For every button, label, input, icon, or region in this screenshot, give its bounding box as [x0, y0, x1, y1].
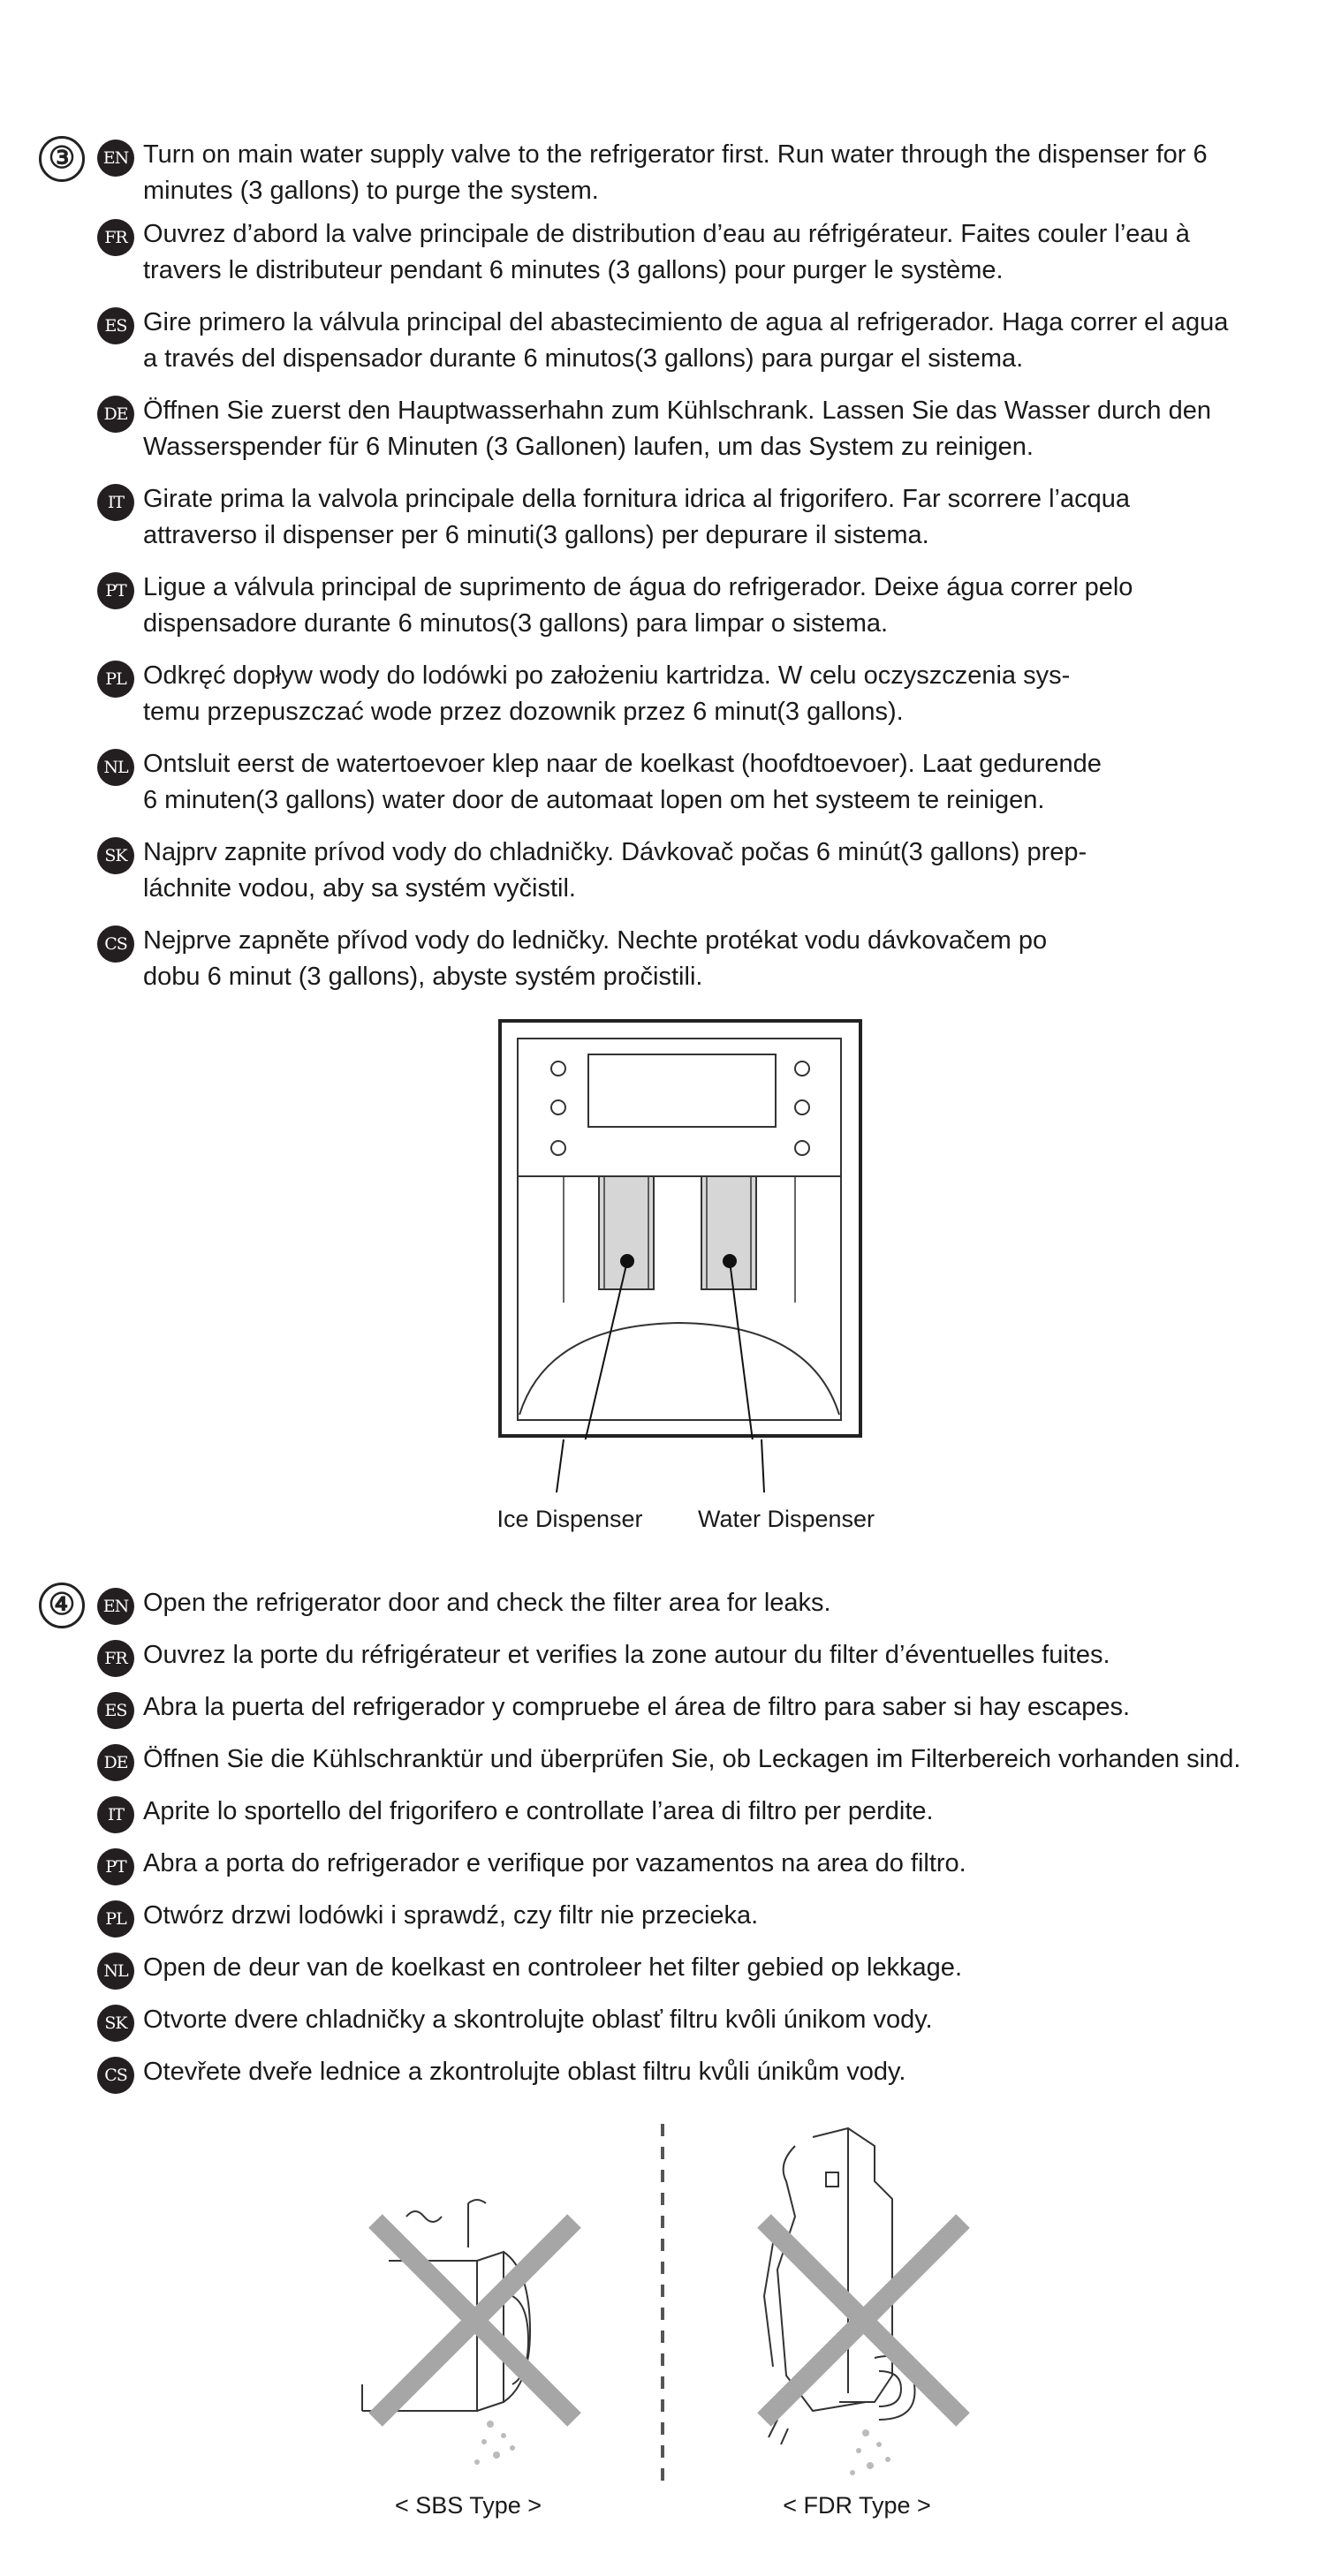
fdr-cross-mark	[764, 2221, 963, 2420]
step4-item-it	[97, 1794, 1316, 1830]
step3-text-nl: Ontsluit eerst de watertoevoer klep naar de koelkast (hoofdtoevoer). Laat gedurende 6 minuten(3 gallons) water door de automaat lopen om het systeem te reinigen.	[143, 750, 1102, 814]
step4-text-sk: Otvorte dvere chladničky a skontrolujte oblasť filtru kvôli únikom vody.	[143, 2006, 933, 2034]
lang-badge-fr: FR	[97, 1640, 134, 1677]
lang-badge-cs: CS	[97, 925, 134, 963]
lang-badge-cs: CS	[97, 2057, 134, 2094]
lang-badge-sk: SK	[97, 837, 134, 874]
lang-badge-es: ES	[97, 307, 134, 344]
step3-item-pt	[97, 570, 1316, 642]
step4-text-pt: Abra a porta do refrigerador e verifique por vazamentos na area do filtro.	[143, 1849, 966, 1877]
lang-badge-pt: PT	[97, 1848, 134, 1885]
lang-badge-fr: FR	[97, 219, 134, 256]
lang-badge-en: EN	[97, 140, 134, 177]
sbs-leak-drops	[474, 2421, 515, 2465]
step3-text-es: Gire primero la válvula principal del abastecimiento de agua al refrigerador. Haga correr el agua a través del dispensador durante 6 minutos(3 gallons) para purgar el sistema.	[143, 308, 1229, 373]
step3-text-it: Girate prima la valvola principale della fornitura idrica al frigorifero. Far scorrere l’acqua attraverso il dispenser per 6 minuti(3 gallons) per depurare il sistema.	[143, 485, 1130, 549]
step3-item-cs	[97, 923, 1316, 995]
step3-item-fr	[97, 216, 1316, 289]
step4-item-pt	[97, 1846, 1316, 1882]
step3-text-fr: Ouvrez d’abord la valve principale de distribution d’eau au réfrigérateur. Faites couler l’eau à travers le distributeur pendant 6 minutes (3 gallons) pour purger le système.	[143, 220, 1190, 284]
step4-text-nl: Open de deur van de koelkast en controleer het filter gebied op lekkage.	[143, 1953, 962, 1982]
lang-badge-es: ES	[97, 1692, 134, 1729]
step-4-number: ④	[39, 1583, 85, 1628]
step3-text-en: Turn on main water supply valve to the refrigerator first. Run water through the dispenser for 6 minutes (3 gallons) to purge the system.	[143, 140, 1208, 205]
lang-badge-de: DE	[97, 396, 134, 433]
step3-item-sk	[97, 835, 1316, 907]
step4-item-cs	[97, 2054, 1316, 2090]
step4-text-en: Open the refrigerator door and check the filter area for leaks.	[143, 1589, 831, 1617]
step3-text-pt: Ligue a válvula principal de suprimento de água do refrigerador. Deixe água correr pelo dispensadore durante 6 minutos(3 gallons) para limpar o sistema.	[143, 573, 1133, 638]
lang-badge-nl: NL	[97, 749, 134, 786]
lang-badge-en: EN	[97, 1588, 134, 1625]
step3-text-pl: Odkręć dopływ wody do lodówki po założeniu kartridza. W celu oczyszczenia sys- temu przepuszczać wode przez dozownik przez 6 minut(3 gallons).	[143, 661, 1071, 726]
step4-text-fr: Ouvrez la porte du réfrigérateur et verifies la zone autour du filter d’éventuelles fuites.	[143, 1641, 1110, 1669]
step3-text-sk: Najprv zapnite prívod vody do chladničky. Dávkovač počas 6 minút(3 gallons) prep- láchnite vodou, aby sa systém vyčistil.	[143, 838, 1087, 903]
sbs-cross-mark	[375, 2221, 574, 2420]
fdr-type-label: < FDR Type >	[783, 2492, 931, 2519]
step4-item-fr	[97, 1637, 1316, 1673]
step4-item-nl	[97, 1950, 1316, 1986]
step4-item-pl	[97, 1898, 1316, 1934]
dispenser-illustration	[495, 1016, 866, 1439]
step4-item-es	[97, 1689, 1316, 1726]
step3-item-pl	[97, 658, 1316, 730]
sbs-type-label: < SBS Type >	[394, 2492, 542, 2519]
step3-item-nl	[97, 746, 1316, 819]
lang-badge-nl: NL	[97, 1953, 134, 1990]
step3-text-de: Öffnen Sie zuerst den Hauptwasserhahn zum Kühlschrank. Lassen Sie das Wasser durch den Wasserspender für 6 Minuten (3 Gallonen) laufen, um das System zu reinigen.	[143, 397, 1211, 461]
lang-badge-de: DE	[97, 1744, 134, 1781]
lang-badge-it: IT	[97, 1796, 134, 1833]
lang-badge-it: IT	[97, 484, 134, 521]
lang-badge-pl: PL	[97, 1900, 134, 1938]
step4-text-es: Abra la puerta del refrigerador y compruebe el área de filtro para saber si hay escapes.	[143, 1693, 1131, 1721]
lang-badge-pt: PT	[97, 572, 134, 609]
step-3-number: ③	[39, 136, 85, 182]
ice-dispenser-label: Ice Dispenser	[496, 1506, 643, 1532]
lang-badge-sk: SK	[97, 2005, 134, 2042]
step3-text-cs: Nejprve zapněte přívod vody do ledničky. Nechte protékat vodu dávkovačem po dobu 6 minut (3 gallons), abyste systém pročistili.	[143, 926, 1048, 991]
step4-item-de	[97, 1741, 1316, 1778]
step4-text-cs: Otevřete dveře lednice a zkontrolujte oblast filtru kvůli únikům vody.	[143, 2058, 906, 2086]
step3-item-de	[97, 393, 1316, 465]
dispenser-leader-lines	[495, 1439, 866, 1510]
step3-item-es	[97, 305, 1316, 377]
step4-text-de: Öffnen Sie die Kühlschranktür und überprüfen Sie, ob Leckagen im Filterbereich vorhanden sind.	[143, 1745, 1241, 1773]
step3-item-it	[97, 481, 1316, 554]
step3-item-en	[97, 137, 1316, 209]
step4-text-pl: Otwórz drzwi lodówki i sprawdź, czy filtr nie przecieka.	[143, 1901, 759, 1930]
fdr-leak-drops	[850, 2429, 890, 2475]
water-dispenser-label: Water Dispenser	[697, 1506, 875, 1532]
leak-check-illustration	[336, 2119, 1007, 2526]
lang-badge-pl: PL	[97, 661, 134, 698]
step4-text-it: Aprite lo sportello del frigorifero e controllate l’area di filtro per perdite.	[143, 1797, 934, 1825]
step4-item-en	[97, 1585, 1316, 1621]
step4-item-sk	[97, 2002, 1316, 2038]
